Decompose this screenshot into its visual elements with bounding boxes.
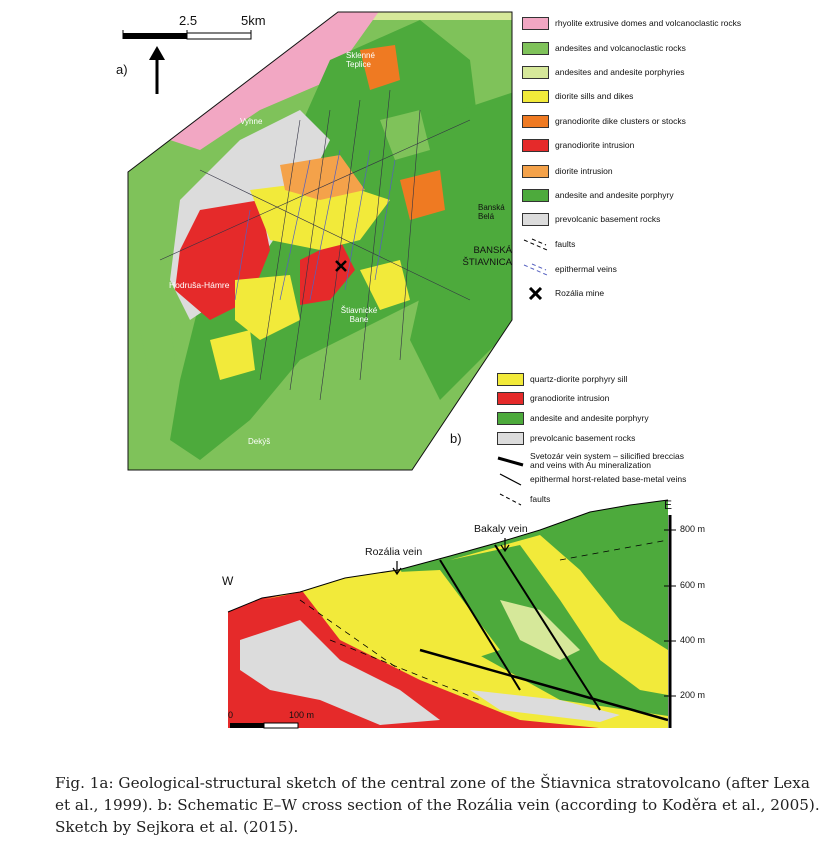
scale-tick-2-5: 2.5 — [179, 13, 198, 28]
caption-line: et al., 1999). b: Schematic E–W cross section of the Rozália vein (according to Koděra et al., 2005). — [55, 796, 820, 814]
legend-swatch — [522, 139, 549, 152]
fault-line-icon — [497, 493, 524, 506]
legend-swatch — [522, 90, 549, 103]
figure-caption — [55, 772, 821, 838]
legend-swatch — [522, 189, 549, 202]
panel-b-label: b) — [450, 431, 462, 446]
legend-swatch — [522, 115, 549, 128]
vein-line-icon — [497, 473, 524, 486]
legend-b-item: epithermal horst-related base-metal veins — [497, 471, 686, 487]
section-scale-tick: 100 m — [289, 710, 315, 720]
legend-a-item: andesite and andesite porphyry — [522, 187, 674, 203]
legend-a-item: epithermal veins — [522, 261, 617, 277]
legend-swatch — [522, 66, 549, 79]
legend-a-item: andesites and volcanoclastic rocks — [522, 40, 686, 56]
place-vyhne: Vyhne — [240, 117, 263, 126]
elevation-tick: 600 m — [680, 580, 706, 590]
legend-b-item: granodiorite intrusion — [497, 390, 609, 406]
caption-line: Sketch by Sejkora et al. (2015). — [55, 818, 299, 836]
legend-swatch — [497, 373, 524, 386]
legend-a-item: Rozália mine — [522, 285, 604, 301]
west-label: W — [222, 574, 234, 588]
place-banska-stiavnica: BANSKÁ ŠTIAVNICA — [462, 245, 512, 268]
caption-line: Fig. 1a: Geological-structural sketch of the central zone of the Štiavnica stratovolcano (after Lexa — [55, 774, 810, 792]
fault-line-icon — [522, 238, 549, 251]
vein-line-icon — [522, 263, 549, 276]
section-scale-tick: 0 — [228, 710, 234, 720]
legend-b-item: andesite and andesite porphyry — [497, 410, 649, 426]
legend-swatch — [522, 42, 549, 55]
section-scale-bar — [230, 723, 298, 728]
elevation-tick: 200 m — [680, 690, 706, 700]
legend-a-item: diorite sills and dikes — [522, 88, 633, 104]
legend-swatch — [522, 165, 549, 178]
elevation-tick: 800 m — [680, 524, 706, 534]
place-stiavnicke-bane: Štiavnické Bane — [340, 306, 378, 324]
legend-swatch — [522, 17, 549, 30]
legend-swatch — [497, 392, 524, 405]
east-label: E — [664, 498, 673, 512]
legend-a-item: andesites and andesite porphyries — [522, 64, 684, 80]
legend-a-item: faults — [522, 236, 575, 252]
legend-b-item: Svetozár vein system – silicified breccias and veins with Au mineralization — [497, 451, 684, 471]
legend-a-item: prevolcanic basement rocks — [522, 211, 660, 227]
legend-a-item: diorite intrusion — [522, 163, 613, 179]
elevation-tick: 400 m — [680, 635, 706, 645]
panel-a-label: a) — [116, 62, 128, 77]
place-sklenne-teplice: Sklenné Teplice — [346, 51, 375, 69]
legend-swatch — [497, 412, 524, 425]
north-arrow-icon — [149, 46, 165, 94]
legend-b-item: faults — [497, 491, 550, 507]
legend-swatch — [497, 432, 524, 445]
legend-swatch — [522, 213, 549, 226]
place-banska-bela: Banská Belá — [478, 203, 505, 221]
bakaly-vein-label: Bakaly vein — [474, 523, 528, 535]
legend-b-item: quartz-diorite porphyry sill — [497, 371, 627, 387]
legend-a-item: rhyolite extrusive domes and volcanoclastic rocks — [522, 15, 741, 31]
thick-vein-icon — [497, 455, 524, 468]
map-scale-bar — [123, 30, 251, 39]
place-hodrusa-hamre: Hodruša-Hámre — [169, 280, 230, 290]
legend-a-item: granodiorite intrusion — [522, 137, 634, 153]
cross-section-b — [220, 490, 680, 735]
scale-tick-5km: 5km — [241, 13, 266, 28]
legend-b-item: prevolcanic basement rocks — [497, 430, 635, 446]
legend-a-item: granodiorite dike clusters or stocks — [522, 113, 686, 129]
rozalia-vein-label: Rozália vein — [365, 546, 423, 558]
mine-symbol-icon — [522, 287, 549, 300]
place-dekys: Dekýš — [248, 437, 271, 446]
